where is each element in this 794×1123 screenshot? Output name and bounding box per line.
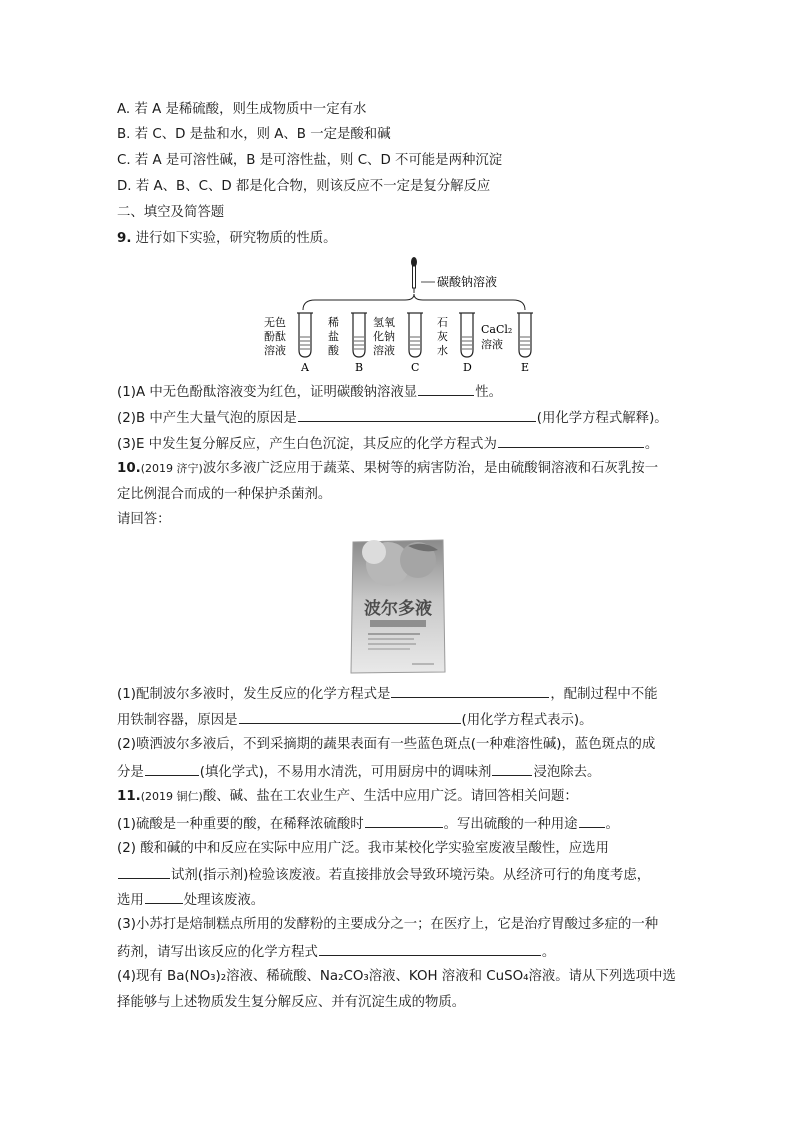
q11-part-4-line-1: (4)现有 Ba(NO₃)₂溶液、稀硫酸、Na₂CO₃溶液、KOH 溶液和 CuSO₄溶液。请从下列选项中选: [117, 969, 676, 984]
q10-p2-cont: 分是: [117, 765, 144, 780]
dropper-label: 碳酸钠溶液: [437, 275, 498, 289]
tube-b-label-1: 稀: [328, 316, 339, 329]
tube-e-label-2: 溶液: [481, 338, 503, 351]
q9-part-2: [117, 407, 668, 429]
answer-blank[interactable]: [145, 889, 183, 904]
answer-blank[interactable]: [239, 709, 461, 724]
answer-blank[interactable]: [118, 864, 170, 879]
q10-p2-tail: 浸泡除去。: [533, 765, 601, 780]
tube-b-label-3: 酸: [328, 344, 339, 357]
q9-p1-text: (1)A 中无色酚酞溶液变为红色，证明碳酸钠溶液显: [117, 385, 418, 400]
test-tube-c: [373, 313, 423, 374]
q9-part-1: [117, 381, 502, 403]
q10-number: 10.: [117, 461, 141, 476]
q10-prompt: 请回答：: [117, 512, 171, 527]
q11-part-3-line-2: [117, 941, 555, 963]
test-tube-e: [481, 313, 533, 374]
q10-part-2-line-2: [117, 761, 600, 783]
q11-p3-tail: 。: [541, 945, 556, 960]
q10-p2-mid: (填化学式)，不易用水清洗，可用厨房中的调味剂: [199, 765, 492, 780]
q10-part-2-line-1: (2)喷洒波尔多液后，不到采摘期的蔬果表面有一些蓝色斑点(一种难溶性碱)，蓝色斑点的成: [117, 737, 656, 752]
answer-blank[interactable]: [418, 381, 474, 396]
q11-part-2-line-3: [117, 889, 264, 911]
test-tube-a: [264, 313, 313, 374]
answer-blank[interactable]: [579, 813, 605, 828]
answer-blank[interactable]: [391, 683, 549, 698]
tube-b-letter: B: [355, 361, 364, 374]
tube-c-label-3: 溶液: [373, 344, 395, 357]
tube-b-label-2: 盐: [328, 330, 339, 343]
q11-part-2-line-2: [117, 864, 650, 886]
q9-number: 9.: [117, 231, 132, 246]
q11-number: 11.: [117, 789, 141, 804]
q11-part-4-line-2: 择能够与上述物质发生复分解反应、并有沉淀生成的物质。: [117, 995, 466, 1010]
q9-p3-text: (3)E 中发生复分解反应，产生白色沉淀，其反应的化学方程式为: [117, 437, 497, 452]
q9-p1-tail: 性。: [475, 385, 502, 400]
answer-blank[interactable]: [365, 813, 443, 828]
q9-stem-text: 进行如下实验，研究物质的性质。: [135, 231, 337, 246]
tube-c-label-1: 氢氧: [373, 316, 395, 329]
q9-stem: [117, 229, 337, 249]
q11-p2-select: 选用: [117, 893, 144, 908]
tube-d-letter: D: [463, 361, 472, 374]
answer-blank[interactable]: [498, 433, 644, 448]
option-d: D. 若 A、B、C、D 都是化合物，则该反应不一定是复分解反应: [117, 179, 491, 194]
tube-c-label-2: 化钠: [373, 330, 395, 343]
q10-p1-tail: (用化学方程式表示)。: [461, 713, 593, 728]
q11-part-3-line-1: (3)小苏打是焙制糕点所用的发酵粉的主要成分之一；在医疗上，它是治疗胃酸过多症的一种: [117, 917, 659, 932]
q9-p2-tail: (用化学方程式解释)。: [536, 411, 668, 426]
q10-p1-text: (1)配制波尔多液时，发生反应的化学方程式是: [117, 687, 391, 702]
test-tube-b: [328, 313, 367, 374]
tube-d-label-2: 灰: [437, 330, 448, 343]
option-a: A. 若 A 是稀硫酸，则生成物质中一定有水: [117, 102, 367, 117]
tube-d-label-1: 石: [437, 316, 448, 329]
q11-p1-mid: 。写出硫酸的一种用途: [443, 817, 578, 832]
tube-a-label-3: 溶液: [264, 344, 286, 357]
answer-blank[interactable]: [319, 941, 541, 956]
q11-part-1: [117, 813, 619, 835]
q10-p1-cont: 用铁制容器，原因是: [117, 713, 238, 728]
bordeaux-product-image: [350, 538, 446, 674]
answer-blank[interactable]: [145, 761, 199, 776]
tube-a-letter: A: [301, 361, 309, 374]
tube-a-label-1: 无色: [264, 316, 286, 329]
q10-p1-mid: ，配制过程中不能: [550, 687, 658, 702]
q11-stem: [117, 787, 578, 807]
tube-a-label-2: 酚酞: [264, 330, 286, 343]
q9-p3-tail: 。: [644, 437, 659, 452]
tube-e-letter: E: [521, 361, 530, 374]
experiment-figure: [255, 256, 555, 374]
q9-p2-text: (2)B 中产生大量气泡的原因是: [117, 411, 297, 426]
q10-source: (2019 济宁): [140, 462, 203, 475]
q10-part-1-line-2: [117, 709, 592, 731]
test-tube-d: [437, 313, 475, 374]
option-c: C. 若 A 是可溶性碱，B 是可溶性盐，则 C、D 不可能是两种沉淀: [117, 153, 503, 168]
q10-stem-line-2: 定比例混合而成的一种保护杀菌剂。: [117, 487, 332, 502]
q11-p3-cont: 药剂，请写出该反应的化学方程式: [117, 945, 318, 960]
q10-stem-1: 波尔多液广泛应用于蔬菜、果树等的病害防治，是由硫酸铜溶液和石灰乳按一: [202, 461, 659, 476]
q9-part-3: [117, 433, 658, 455]
q11-p2-cont: 试剂(指示剂)检验该废液。若直接排放会导致环境污染。从经济可行的角度考虑，: [171, 868, 651, 883]
q10-stem-line-1: [117, 459, 658, 479]
q11-source: (2019 铜仁): [140, 790, 203, 803]
answer-blank[interactable]: [492, 761, 532, 776]
tube-c-letter: C: [411, 361, 420, 374]
option-b: B. 若 C、D 是盐和水，则 A、B 一定是酸和碱: [117, 127, 391, 142]
q11-p1-text: (1)硫酸是一种重要的酸，在稀释浓硫酸时: [117, 817, 364, 832]
product-name: 波尔多液: [364, 599, 432, 619]
tube-e-label-1: CaCl₂: [481, 323, 513, 336]
section-title: 二、填空及简答题: [117, 205, 225, 220]
q10-part-1-line-1: [117, 683, 658, 705]
q11-part-2-line-1: (2) 酸和碱的中和反应在实际中应用广泛。我市某校化学实验室废液呈酸性，应选用: [117, 841, 609, 856]
q11-stem-text: 酸、碱、盐在工农业生产、生活中应用广泛。请回答相关问题：: [202, 789, 578, 804]
brace: [303, 294, 525, 310]
answer-blank[interactable]: [298, 407, 536, 422]
tube-d-label-3: 水: [437, 344, 448, 357]
q11-p2-tail: 处理该废液。: [183, 893, 265, 908]
dropper-icon: [411, 257, 417, 293]
q11-p1-tail: 。: [605, 817, 619, 832]
